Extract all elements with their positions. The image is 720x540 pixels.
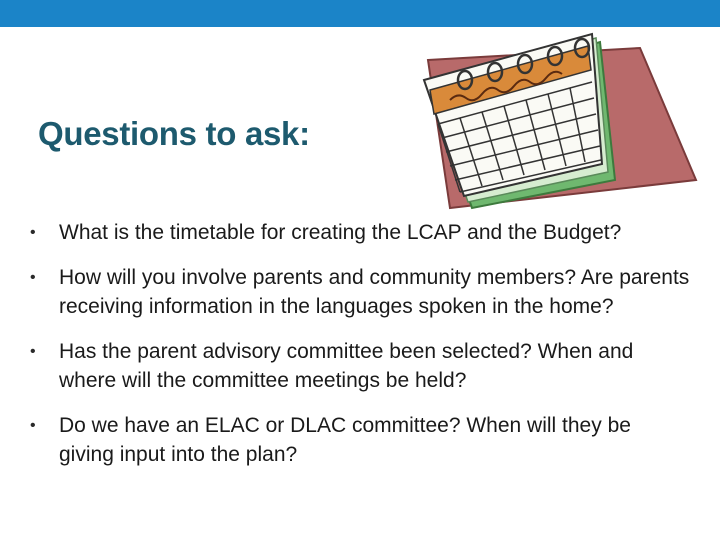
- list-item: [30, 263, 690, 321]
- list-item: [30, 411, 690, 469]
- list-item: [30, 337, 690, 395]
- top-accent-bar: [0, 0, 720, 27]
- bullet-text: How will you involve parents and community members? Are parents receiving information in the languages spoken in the home?: [59, 266, 690, 318]
- bullet-text: What is the timetable for creating the LCAP and the Budget?: [59, 221, 622, 244]
- calendar-icon: [410, 30, 700, 220]
- bullet-text: Has the parent advisory committee been selected? When and where will the committee meetings be held?: [59, 340, 634, 392]
- bullet-list: [30, 218, 690, 485]
- bullet-marker: •: [30, 343, 36, 360]
- bullet-marker: •: [30, 224, 36, 241]
- bullet-text: Do we have an ELAC or DLAC committee? When will they be giving input into the plan?: [59, 414, 631, 466]
- bullet-marker: •: [30, 417, 36, 434]
- slide-title: Questions to ask:: [38, 115, 310, 152]
- bullet-marker: •: [30, 269, 36, 286]
- list-item: [30, 218, 690, 247]
